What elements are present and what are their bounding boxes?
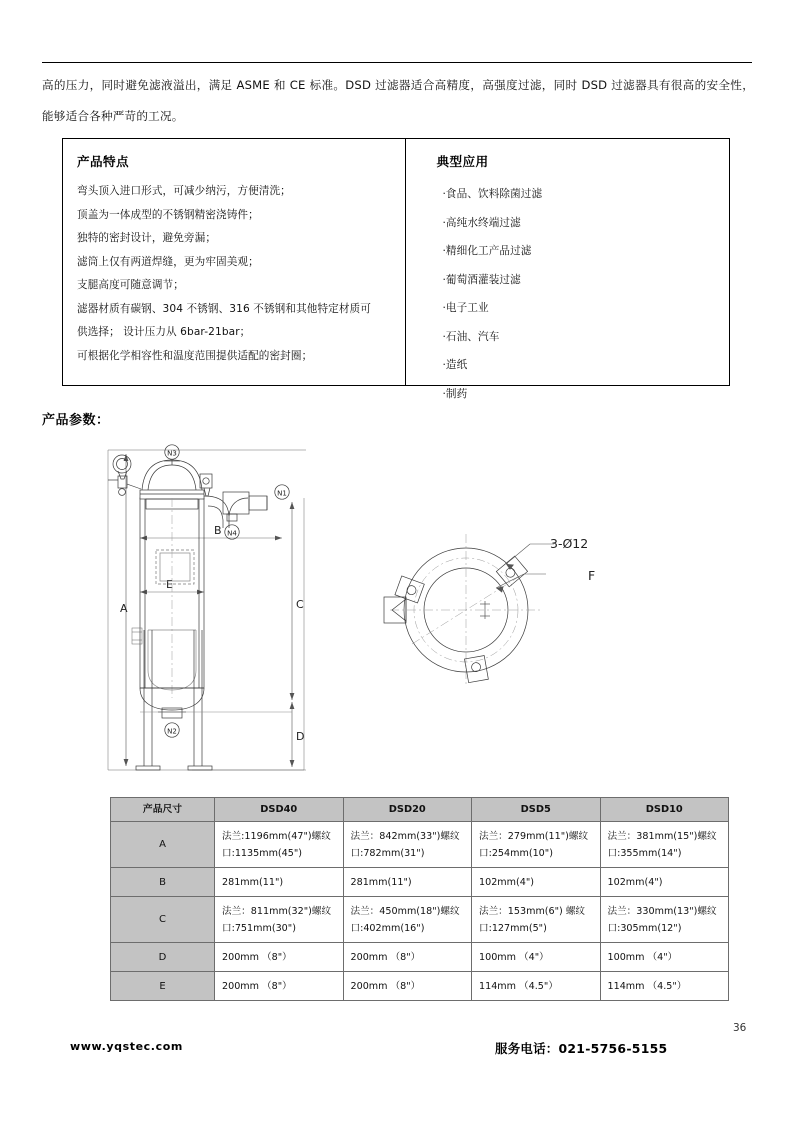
- table-cell: 102mm(4"): [472, 868, 601, 897]
- filter-vessel-drawing: [96, 440, 736, 795]
- application-item: ·制药: [442, 387, 468, 400]
- feature-line: 滤筒上仅有两道焊缝，更为牢固美观；: [77, 255, 259, 268]
- product-features-column: [63, 139, 406, 385]
- table-row: [111, 822, 729, 868]
- table-cell: 200mm （8"）: [215, 972, 344, 1001]
- features-applications-box: [62, 138, 730, 400]
- row-label: B: [111, 868, 215, 897]
- table-cell: 法兰：450mm(18")螺纹口:402mm(16"): [343, 897, 472, 943]
- row-label: D: [111, 943, 215, 972]
- table-cell: 200mm （8"）: [343, 943, 472, 972]
- page-number: 36: [733, 1022, 747, 1034]
- nozzle-callout-n4: N4: [227, 529, 237, 538]
- table-cell: 281mm(11"): [343, 868, 472, 897]
- application-item: ·精细化工产品过滤: [442, 245, 532, 257]
- table-cell: 法兰：811mm(32")螺纹口:751mm(30"): [215, 897, 344, 943]
- nozzle-callout-n2: N2: [167, 727, 177, 736]
- column-header-dsd5: DSD5: [472, 798, 601, 822]
- feature-line: 滤器材质有碳钢、304 不锈钢、316 不锈钢和其他特定材质可: [77, 302, 371, 315]
- application-item: ·造纸: [442, 359, 468, 371]
- features-title: 产品特点: [77, 154, 129, 169]
- table-cell: 法兰:1196mm(47")螺纹口:1135mm(45"): [215, 822, 344, 868]
- applications-title: 典型应用: [436, 154, 489, 169]
- feature-line: 支腿高度可随意调节；: [77, 279, 184, 291]
- table-header-row: [111, 798, 729, 822]
- dimension-label-c: C: [296, 598, 304, 611]
- hole-note-label: 3-Ø12: [550, 536, 589, 551]
- technical-drawing-area: [96, 440, 736, 795]
- dimension-label-b: B: [214, 524, 222, 537]
- header-divider: [42, 62, 752, 63]
- feature-line: 可根据化学相容性和温度范围提供适配的密封圈；: [77, 349, 313, 362]
- application-item: ·电子工业: [442, 302, 489, 314]
- feature-line: 独特的密封设计，避免旁漏；: [77, 232, 217, 244]
- application-item: ·石油、汽车: [442, 330, 500, 343]
- table-cell: 281mm(11"): [215, 868, 344, 897]
- dimension-label-f: F: [588, 568, 596, 583]
- intro-paragraph: 高的压力，同时避免滤液溢出，满足 ASME 和 CE 标准。DSD 过滤器适合高精度，高强度过滤，同时 DSD 过滤器具有很高的安全性，能够适合各种严苛的工况。: [42, 78, 754, 123]
- dimension-label-d: D: [296, 730, 305, 743]
- column-header-dsd40: DSD40: [215, 798, 344, 822]
- nozzle-callout-n1: N1: [277, 489, 287, 498]
- table-row: [111, 897, 729, 943]
- table-cell: 法兰：842mm(33")螺纹口:782mm(31"): [343, 822, 472, 868]
- table-cell: 114mm （4.5"）: [472, 972, 601, 1001]
- table-cell: 200mm （8"）: [343, 972, 472, 1001]
- table-row: [111, 972, 729, 1001]
- column-header-dsd20: DSD20: [343, 798, 472, 822]
- table-cell: 法兰：279mm(11")螺纹口:254mm(10"): [472, 822, 601, 868]
- table-cell: 法兰：330mm(13")螺纹口:305mm(12"): [600, 897, 729, 943]
- row-label: A: [111, 822, 215, 868]
- footer-website[interactable]: www.yqstec.com: [70, 1040, 183, 1053]
- row-label: E: [111, 972, 215, 1001]
- application-item: ·葡萄酒灌装过滤: [442, 273, 521, 286]
- application-item: ·高纯水终端过滤: [442, 216, 521, 229]
- table-cell: 114mm （4.5"）: [600, 972, 729, 1001]
- footer-service-tel: 服务电话：021-5756-5155: [495, 1041, 668, 1056]
- table-cell: 法兰：381mm(15")螺纹口:355mm(14"): [600, 822, 729, 868]
- table-cell: 102mm(4"): [600, 868, 729, 897]
- table-cell: 200mm （8"）: [215, 943, 344, 972]
- application-item: ·食品、饮料除菌过滤: [442, 188, 543, 200]
- dimension-label-e: E: [166, 578, 173, 591]
- feature-line: 弯头顶入进口形式，可减少纳污，方便清洗；: [77, 185, 291, 197]
- table-cell: 100mm （4"）: [600, 943, 729, 972]
- page-title: 产品参数：: [42, 413, 110, 428]
- column-header-size: 产品尺寸: [111, 798, 215, 822]
- feature-line: 顶盖为一体成型的不锈钢精密浇铸件；: [77, 208, 259, 221]
- table-row: [111, 943, 729, 972]
- dimension-label-a: A: [120, 602, 128, 615]
- table-row: [111, 868, 729, 897]
- table-cell: 100mm （4"）: [472, 943, 601, 972]
- nozzle-callout-n3: N3: [167, 449, 177, 458]
- typical-applications-column: [406, 139, 729, 400]
- feature-line: 供选择； 设计压力从 6bar-21bar；: [77, 326, 251, 338]
- table-cell: 法兰：153mm(6") 螺纹口:127mm(5"): [472, 897, 601, 943]
- product-dimensions-table: [110, 797, 729, 1001]
- row-label: C: [111, 897, 215, 943]
- column-header-dsd10: DSD10: [600, 798, 729, 822]
